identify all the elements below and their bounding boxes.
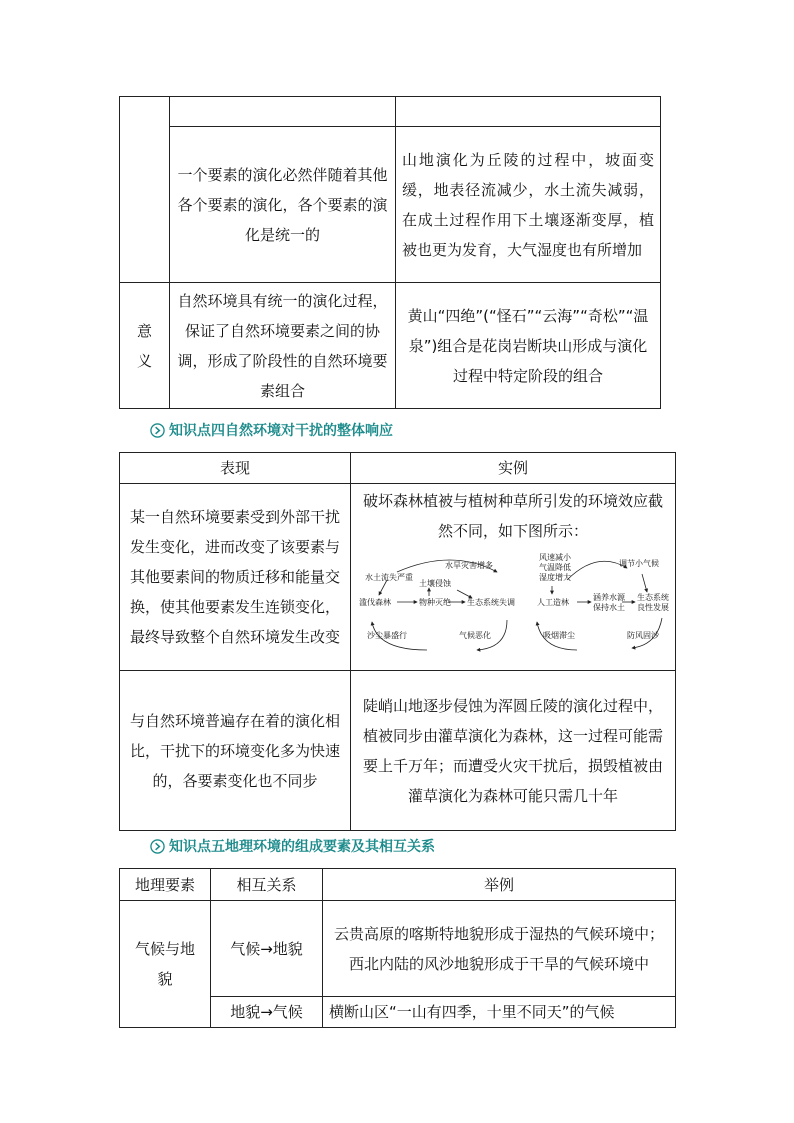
- relation-cell: 地貌→气候: [211, 997, 323, 1028]
- example-cell: 山地演化为丘陵的过程中，坡面变缓，地表径流减少，水土流失减弱，在成土过程作用下土壤逐渐变厚，植被也更为发育，大气湿度也有所增加: [396, 127, 661, 283]
- column-header: 相互关系: [211, 869, 323, 901]
- section5-heading: [150, 836, 435, 856]
- deforestation-cycle: [359, 560, 515, 650]
- row-label-significance: 意义: [120, 283, 170, 409]
- disturbance-response-table: [119, 452, 676, 831]
- relation-cell: 气候→地貌: [211, 901, 323, 997]
- environment-effect-diagram: [357, 550, 673, 660]
- example-cell: 黄山“四绝”(“怪石”“云海”“奇松”“温泉”)组合是花岗岩断块山形成与演化过程中特定阶段的组合: [396, 283, 661, 409]
- column-header: 举例: [323, 869, 676, 901]
- evolution-table: [119, 96, 661, 409]
- chevron-circle-icon: [150, 423, 165, 438]
- diagram-label: 风速减小: [539, 553, 571, 562]
- diagram-label: 良性发展: [637, 603, 669, 612]
- diagram-label: 人工造林: [537, 598, 569, 607]
- example-cell: 横断山区“一山有四季，十里不同天”的气候: [323, 997, 676, 1028]
- performance-cell: 与自然环境普遍存在着的演化相比，干扰下的环境变化多为快速的，各要素变化也不同步: [120, 671, 351, 831]
- row-label-empty: [120, 97, 170, 283]
- afforestation-cycle: [537, 552, 669, 650]
- principle-cell: 一个要素的演化必然伴随着其他各个要素的演化，各个要素的演化是统一的: [170, 127, 396, 283]
- diagram-label: 滥伐森林: [359, 598, 391, 607]
- diagram-label: 沙尘暴盛行: [367, 631, 407, 640]
- performance-cell: 某一自然环境要素受到外部干扰发生变化，进而改变了该要素与其他要素间的物质迁移和能量交换，使其他要素发生连锁变化，最终导致整个自然环境发生改变: [120, 484, 351, 671]
- section4-heading: [150, 420, 393, 440]
- diagram-label: 吸烟滞尘: [543, 631, 575, 640]
- column-header: 地理要素: [120, 869, 211, 901]
- diagram-label: 水土流失严重: [365, 573, 413, 582]
- example-text: 破坏森林植被与植树种草所引发的环境效应截然不同，如下图所示：: [362, 492, 663, 540]
- section5-heading-text: 知识点五地理环境的组成要素及其相互关系: [169, 839, 435, 855]
- diagram-label: 气候恶化: [459, 631, 491, 640]
- principle-cell: 自然环境具有统一的演化过程，保证了自然环境要素之间的协调，形成了阶段性的自然环境要素组合: [170, 283, 396, 409]
- geographic-elements-table: [119, 868, 676, 1028]
- element-cell: 气候与地貌: [120, 901, 211, 1028]
- diagram-label: 涵养水源: [593, 593, 625, 602]
- empty-cell: [396, 97, 661, 127]
- diagram-label: 物种灭绝: [419, 598, 451, 607]
- diagram-label: 土壤侵蚀: [419, 579, 451, 588]
- diagram-label: 防风固沙: [627, 631, 659, 640]
- diagram-label: 气温降低: [539, 563, 571, 572]
- diagram-label: 水旱灾害增多: [445, 561, 493, 570]
- diagram-label: 生态系统: [637, 593, 669, 602]
- diagram-label: 保持水土: [593, 603, 625, 612]
- example-cell: 云贵高原的喀斯特地貌形成于湿热的气候环境中；西北内陆的风沙地貌形成于干旱的气候环境中: [323, 901, 676, 997]
- diagram-label: 湿度增大: [539, 573, 571, 582]
- example-cell: [351, 484, 676, 671]
- example-cell: 陡峭山地逐步侵蚀为浑圆丘陵的演化过程中，植被同步由灌草演化为森林，这一过程可能需要上千万年；而遭受火灾干扰后，损毁植被由灌草演化为森林可能只需几十年: [351, 671, 676, 831]
- chevron-circle-icon: [150, 839, 165, 854]
- diagram-label: 调节小气候: [619, 559, 659, 568]
- empty-cell: [170, 97, 396, 127]
- diagram-label: 生态系统失调: [467, 598, 515, 607]
- column-header: 实例: [351, 453, 676, 484]
- section4-heading-text: 知识点四自然环境对干扰的整体响应: [169, 423, 393, 439]
- column-header: 表现: [120, 453, 351, 484]
